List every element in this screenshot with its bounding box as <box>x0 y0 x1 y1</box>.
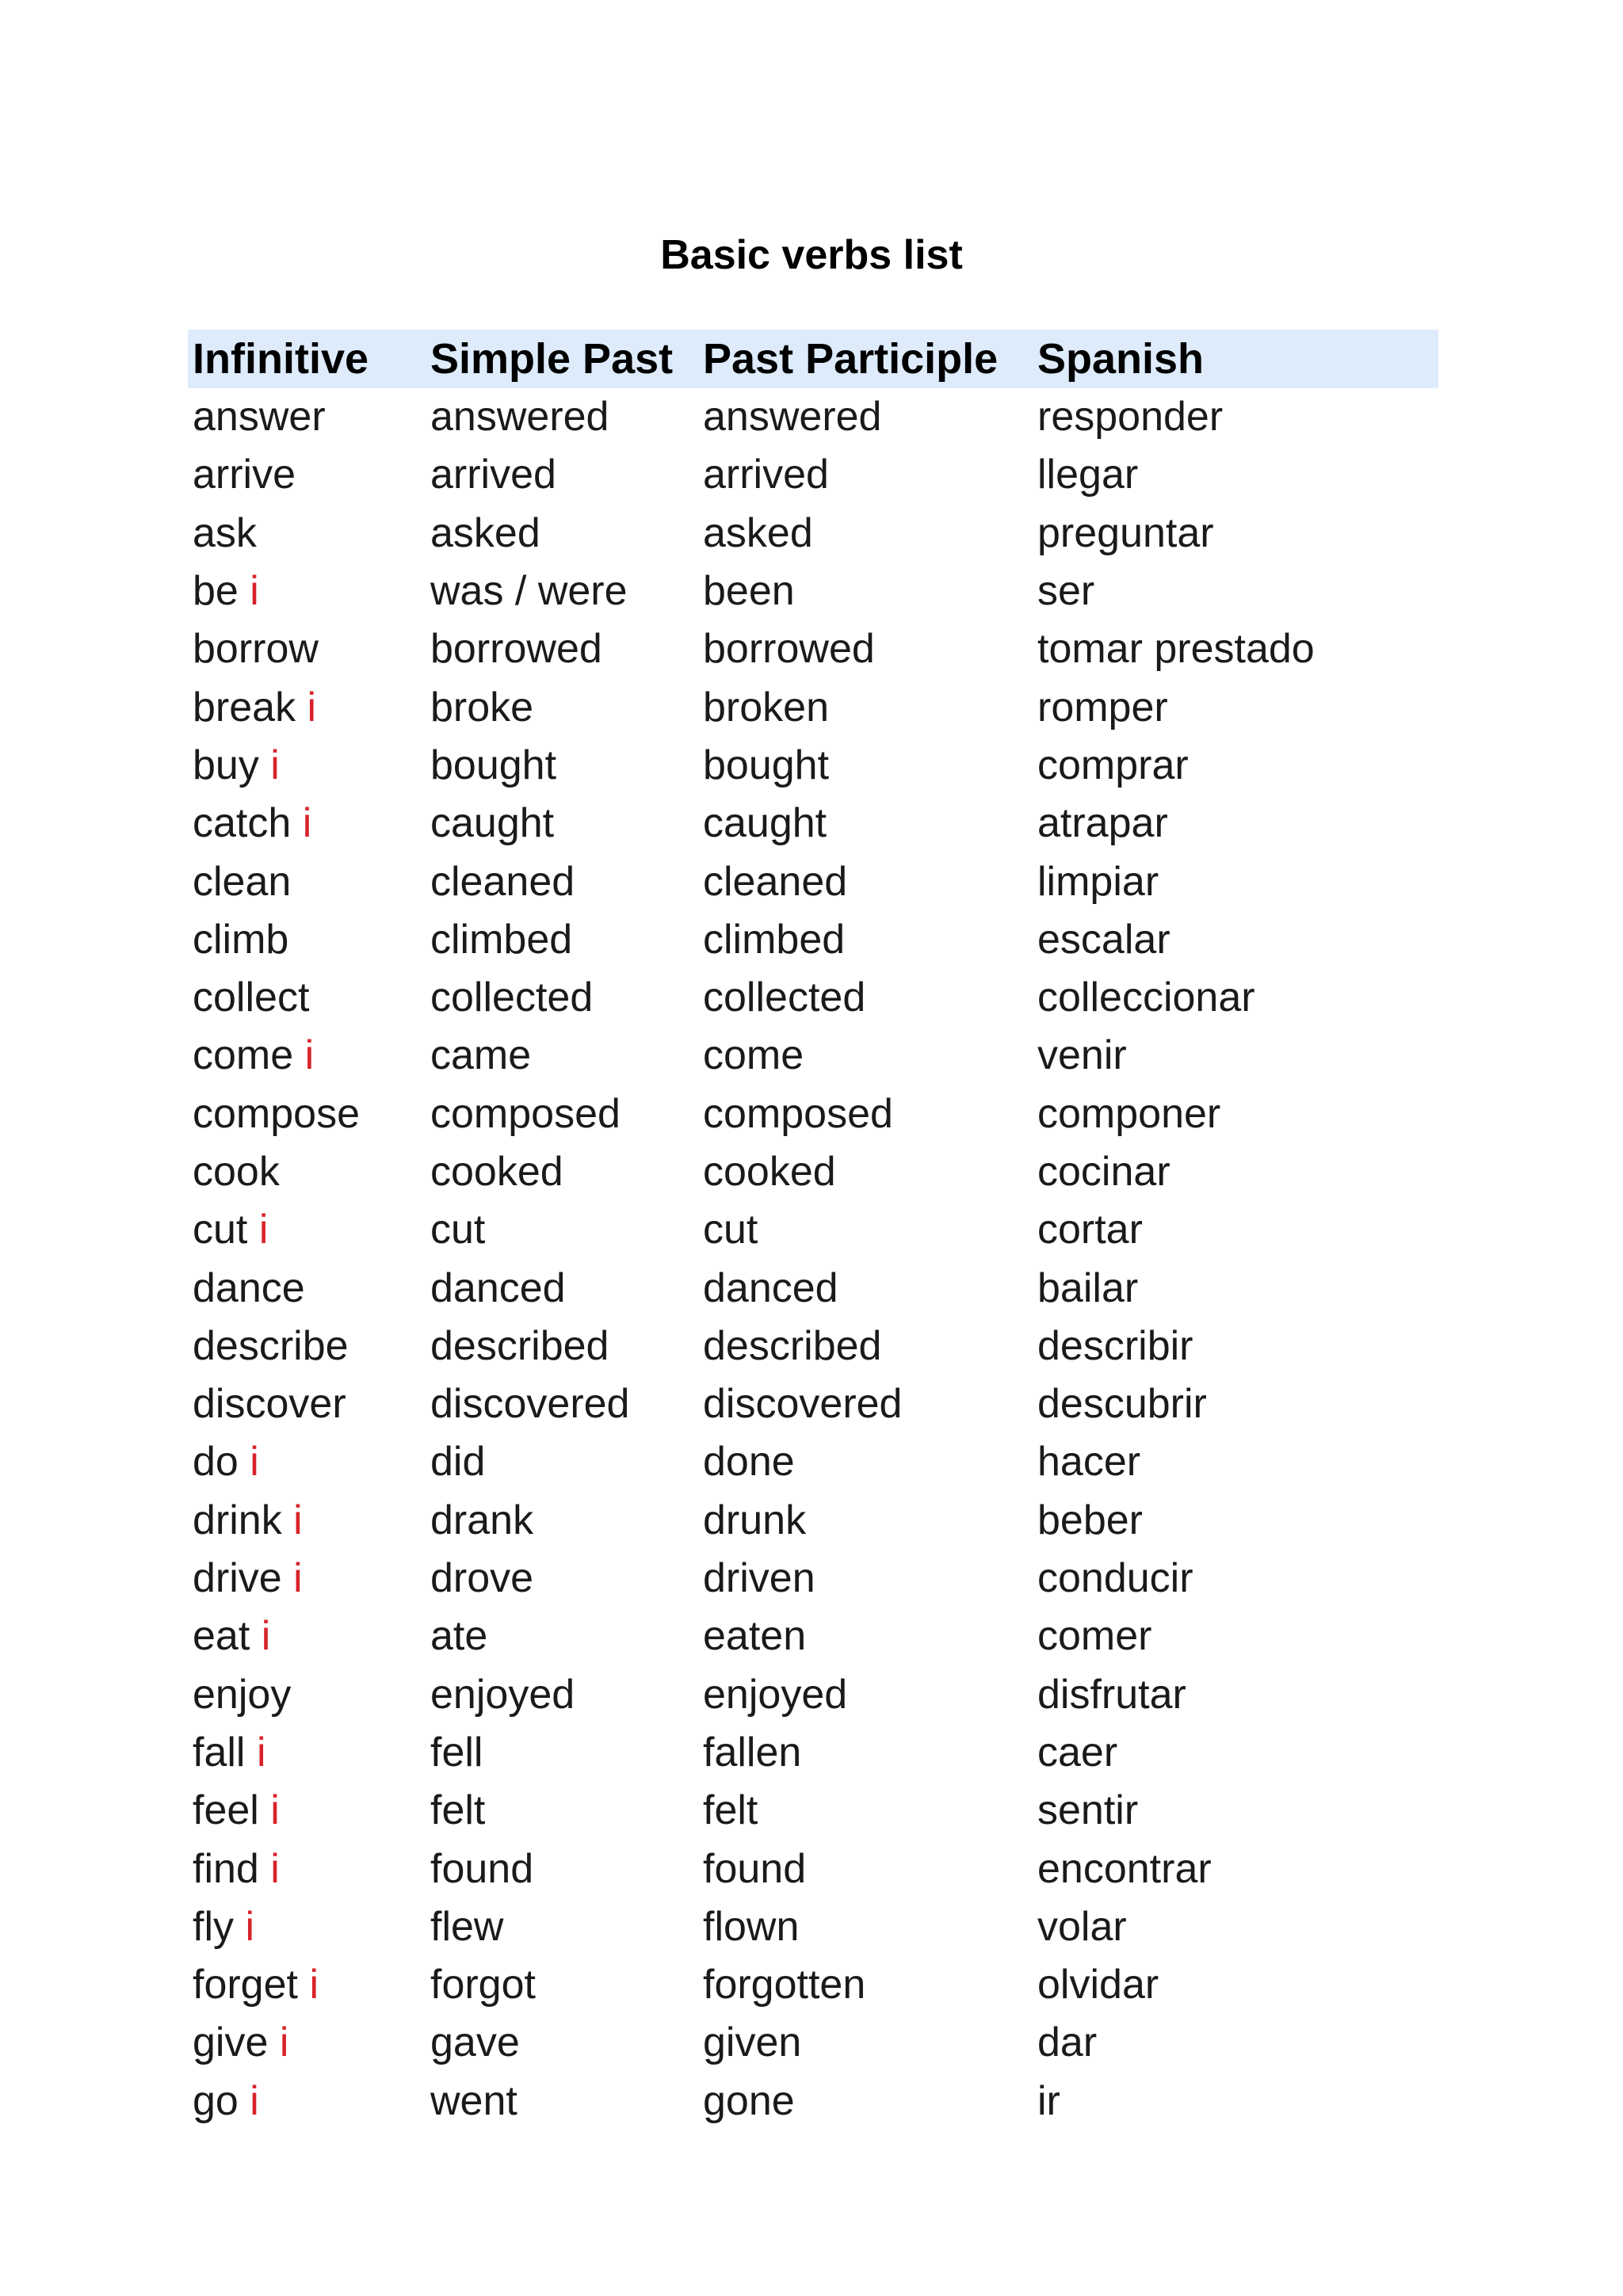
infinitive-text: answer <box>193 394 326 441</box>
table-row <box>188 505 1438 563</box>
infinitive-text: enjoy <box>193 1671 292 1718</box>
table-row <box>188 1375 1438 1433</box>
spanish-cell: cortar <box>1037 1207 1143 1253</box>
simple-past-cell: drank <box>430 1497 534 1543</box>
table-row <box>188 620 1438 678</box>
spanish-cell: limpiar <box>1037 858 1159 905</box>
infinitive-text: forget <box>193 1962 298 2008</box>
infinitive-text: cook <box>193 1149 280 1195</box>
infinitive-cell <box>188 505 426 563</box>
table-row <box>188 1608 1438 1665</box>
infinitive-cell <box>188 969 426 1027</box>
infinitive-text: clean <box>193 858 292 905</box>
past-participle-cell: asked <box>703 509 813 556</box>
spanish-cell: beber <box>1037 1497 1143 1543</box>
simple-past-cell: flew <box>430 1903 504 1950</box>
past-participle-cell: gone <box>703 2077 795 2124</box>
irregular-marker: i <box>304 1032 315 1079</box>
infinitive-cell <box>188 737 426 795</box>
column-header-simple-past: Simple Past <box>430 335 674 383</box>
infinitive-cell <box>188 1724 426 1782</box>
verbs-table <box>188 330 1438 2130</box>
table-row <box>188 1433 1438 1491</box>
page-title: Basic verbs list <box>660 232 963 278</box>
infinitive-text: feel <box>193 1787 259 1834</box>
irregular-marker: i <box>307 684 317 730</box>
spanish-cell: responder <box>1037 394 1224 441</box>
simple-past-cell: found <box>430 1845 534 1892</box>
past-participle-cell: been <box>703 568 795 615</box>
infinitive-text: borrow <box>193 626 319 673</box>
column-header-past-participle: Past Participle <box>703 335 999 383</box>
past-participle-cell: cleaned <box>703 858 848 905</box>
infinitive-text: catch <box>193 800 292 847</box>
simple-past-cell: drove <box>430 1555 534 1602</box>
spanish-cell: comprar <box>1037 742 1189 788</box>
simple-past-cell: danced <box>430 1264 566 1311</box>
table-row <box>188 795 1438 852</box>
simple-past-cell: felt <box>430 1787 486 1834</box>
infinitive-text: ask <box>193 509 257 556</box>
table-row <box>188 1143 1438 1201</box>
spanish-cell: colleccionar <box>1037 974 1255 1021</box>
spanish-cell: hacer <box>1037 1439 1141 1486</box>
table-row <box>188 1840 1438 1897</box>
past-participle-cell: fallen <box>703 1729 802 1775</box>
spanish-cell: romper <box>1037 684 1168 730</box>
spanish-cell: caer <box>1037 1729 1118 1775</box>
simple-past-cell: borrowed <box>430 626 602 673</box>
simple-past-cell: cleaned <box>430 858 575 905</box>
spanish-cell: escalar <box>1037 916 1170 963</box>
simple-past-cell: enjoyed <box>430 1671 575 1718</box>
infinitive-cell <box>188 1433 426 1491</box>
irregular-marker: i <box>279 2019 289 2066</box>
infinitive-text: fall <box>193 1729 246 1775</box>
irregular-marker: i <box>256 1729 266 1775</box>
infinitive-cell <box>188 1782 426 1840</box>
infinitive-cell <box>188 1608 426 1665</box>
table-row <box>188 388 1438 446</box>
infinitive-text: arrive <box>193 452 296 498</box>
simple-past-cell: composed <box>430 1090 621 1137</box>
table-row <box>188 1259 1438 1317</box>
past-participle-cell: danced <box>703 1264 838 1311</box>
simple-past-cell: broke <box>430 684 534 730</box>
table-row <box>188 446 1438 504</box>
simple-past-cell: gave <box>430 2019 520 2066</box>
past-participle-cell: given <box>703 2019 802 2066</box>
infinitive-cell <box>188 2014 426 2072</box>
spanish-cell: disfrutar <box>1037 1671 1186 1718</box>
past-participle-cell: described <box>703 1322 882 1369</box>
simple-past-cell: answered <box>430 394 609 441</box>
infinitive-text: cut <box>193 1207 248 1253</box>
infinitive-cell <box>188 1143 426 1201</box>
irregular-marker: i <box>261 1613 271 1660</box>
simple-past-cell: ate <box>430 1613 488 1660</box>
infinitive-text: describe <box>193 1322 349 1369</box>
past-participle-cell: forgotten <box>703 1962 866 2008</box>
irregular-marker: i <box>293 1555 303 1602</box>
irregular-marker: i <box>270 1845 280 1892</box>
simple-past-cell: described <box>430 1322 609 1369</box>
past-participle-cell: flown <box>703 1903 800 1950</box>
infinitive-cell <box>188 1259 426 1317</box>
infinitive-text: give <box>193 2019 269 2066</box>
table-row <box>188 1492 1438 1550</box>
infinitive-text: eat <box>193 1613 250 1660</box>
past-participle-cell: broken <box>703 684 829 730</box>
infinitive-cell <box>188 795 426 852</box>
past-participle-cell: done <box>703 1439 795 1486</box>
infinitive-cell <box>188 563 426 620</box>
spanish-cell: comer <box>1037 1613 1152 1660</box>
infinitive-cell <box>188 1898 426 1956</box>
table-body <box>188 388 1438 2130</box>
simple-past-cell: cut <box>430 1207 486 1253</box>
table-row <box>188 563 1438 620</box>
spanish-cell: atrapar <box>1037 800 1168 847</box>
spanish-cell: volar <box>1037 1903 1127 1950</box>
simple-past-cell: cooked <box>430 1149 563 1195</box>
infinitive-cell <box>188 446 426 504</box>
irregular-marker: i <box>250 1439 259 1486</box>
infinitive-cell <box>188 1666 426 1724</box>
spanish-cell: sentir <box>1037 1787 1139 1834</box>
column-header-spanish: Spanish <box>1037 335 1205 383</box>
irregular-marker: i <box>293 1497 303 1543</box>
past-participle-cell: eaten <box>703 1613 807 1660</box>
table-row <box>188 1201 1438 1259</box>
infinitive-text: drive <box>193 1555 282 1602</box>
infinitive-cell <box>188 1956 426 2014</box>
infinitive-cell <box>188 1201 426 1259</box>
infinitive-cell <box>188 1840 426 1897</box>
past-participle-cell: composed <box>703 1090 893 1137</box>
infinitive-cell <box>188 1550 426 1608</box>
spanish-cell: componer <box>1037 1090 1221 1137</box>
past-participle-cell: driven <box>703 1555 815 1602</box>
column-header-infinitive: Infinitive <box>193 335 369 383</box>
infinitive-cell <box>188 1027 426 1085</box>
infinitive-text: find <box>193 1845 259 1892</box>
infinitive-text: be <box>193 568 239 615</box>
past-participle-cell: collected <box>703 974 866 1021</box>
simple-past-cell: went <box>430 2077 517 2124</box>
simple-past-cell: fell <box>430 1729 483 1775</box>
simple-past-cell: climbed <box>430 916 573 963</box>
past-participle-cell: answered <box>703 394 882 441</box>
infinitive-text: discover <box>193 1381 346 1428</box>
past-participle-cell: enjoyed <box>703 1671 848 1718</box>
table-row <box>188 737 1438 795</box>
spanish-cell: dar <box>1037 2019 1098 2066</box>
simple-past-cell: did <box>430 1439 486 1486</box>
infinitive-text: go <box>193 2077 239 2124</box>
table-row <box>188 1318 1438 1375</box>
infinitive-cell <box>188 852 426 910</box>
spanish-cell: ir <box>1037 2077 1060 2124</box>
past-participle-cell: come <box>703 1032 804 1079</box>
simple-past-cell: was / were <box>430 568 628 615</box>
infinitive-text: dance <box>193 1264 305 1311</box>
spanish-cell: describir <box>1037 1322 1193 1369</box>
infinitive-text: climb <box>193 916 289 963</box>
infinitive-cell <box>188 2073 426 2130</box>
spanish-cell: tomar prestado <box>1037 626 1315 673</box>
spanish-cell: encontrar <box>1037 1845 1212 1892</box>
irregular-marker: i <box>270 1787 280 1834</box>
past-participle-cell: discovered <box>703 1381 903 1428</box>
infinitive-cell <box>188 620 426 678</box>
infinitive-text: fly <box>193 1903 234 1950</box>
past-participle-cell: bought <box>703 742 830 788</box>
table-row <box>188 678 1438 736</box>
infinitive-text: come <box>193 1032 294 1079</box>
simple-past-cell: forgot <box>430 1962 536 2008</box>
infinitive-text: collect <box>193 974 310 1021</box>
irregular-marker: i <box>309 1962 319 2008</box>
table-row <box>188 1898 1438 1956</box>
simple-past-cell: bought <box>430 742 557 788</box>
spanish-cell: bailar <box>1037 1264 1139 1311</box>
irregular-marker: i <box>250 568 259 615</box>
infinitive-cell <box>188 1085 426 1143</box>
simple-past-cell: came <box>430 1032 532 1079</box>
simple-past-cell: caught <box>430 800 555 847</box>
table-row <box>188 1666 1438 1724</box>
table-row <box>188 852 1438 910</box>
spanish-cell: venir <box>1037 1032 1127 1079</box>
table-header-row <box>188 330 1438 388</box>
spanish-cell: olvidar <box>1037 1962 1159 2008</box>
table-row <box>188 1085 1438 1143</box>
infinitive-cell <box>188 1318 426 1375</box>
infinitive-cell <box>188 911 426 969</box>
infinitive-text: drink <box>193 1497 282 1543</box>
infinitive-text: buy <box>193 742 259 788</box>
table-row <box>188 2014 1438 2072</box>
past-participle-cell: drunk <box>703 1497 807 1543</box>
irregular-marker: i <box>270 742 280 788</box>
table-row <box>188 1027 1438 1085</box>
spanish-cell: descubrir <box>1037 1381 1207 1428</box>
irregular-marker: i <box>250 2077 259 2124</box>
table-row <box>188 1782 1438 1840</box>
past-participle-cell: borrowed <box>703 626 875 673</box>
past-participle-cell: found <box>703 1845 807 1892</box>
infinitive-cell <box>188 1492 426 1550</box>
infinitive-text: do <box>193 1439 239 1486</box>
infinitive-text: compose <box>193 1090 360 1137</box>
table-row <box>188 1724 1438 1782</box>
past-participle-cell: caught <box>703 800 827 847</box>
past-participle-cell: cooked <box>703 1149 836 1195</box>
simple-past-cell: collected <box>430 974 594 1021</box>
infinitive-text: break <box>193 684 296 730</box>
table-row <box>188 1550 1438 1608</box>
irregular-marker: i <box>258 1207 269 1253</box>
table-row <box>188 2073 1438 2130</box>
past-participle-cell: felt <box>703 1787 758 1834</box>
table-row <box>188 1956 1438 2014</box>
past-participle-cell: climbed <box>703 916 846 963</box>
simple-past-cell: arrived <box>430 452 556 498</box>
irregular-marker: i <box>302 800 312 847</box>
spanish-cell: ser <box>1037 568 1095 615</box>
spanish-cell: preguntar <box>1037 509 1214 556</box>
past-participle-cell: arrived <box>703 452 829 498</box>
table-row <box>188 969 1438 1027</box>
simple-past-cell: asked <box>430 509 540 556</box>
table-row <box>188 911 1438 969</box>
spanish-cell: llegar <box>1037 452 1139 498</box>
past-participle-cell: cut <box>703 1207 758 1253</box>
spanish-cell: cocinar <box>1037 1149 1170 1195</box>
simple-past-cell: discovered <box>430 1381 630 1428</box>
infinitive-cell <box>188 678 426 736</box>
infinitive-cell <box>188 388 426 446</box>
spanish-cell: conducir <box>1037 1555 1193 1602</box>
irregular-marker: i <box>245 1903 255 1950</box>
infinitive-cell <box>188 1375 426 1433</box>
